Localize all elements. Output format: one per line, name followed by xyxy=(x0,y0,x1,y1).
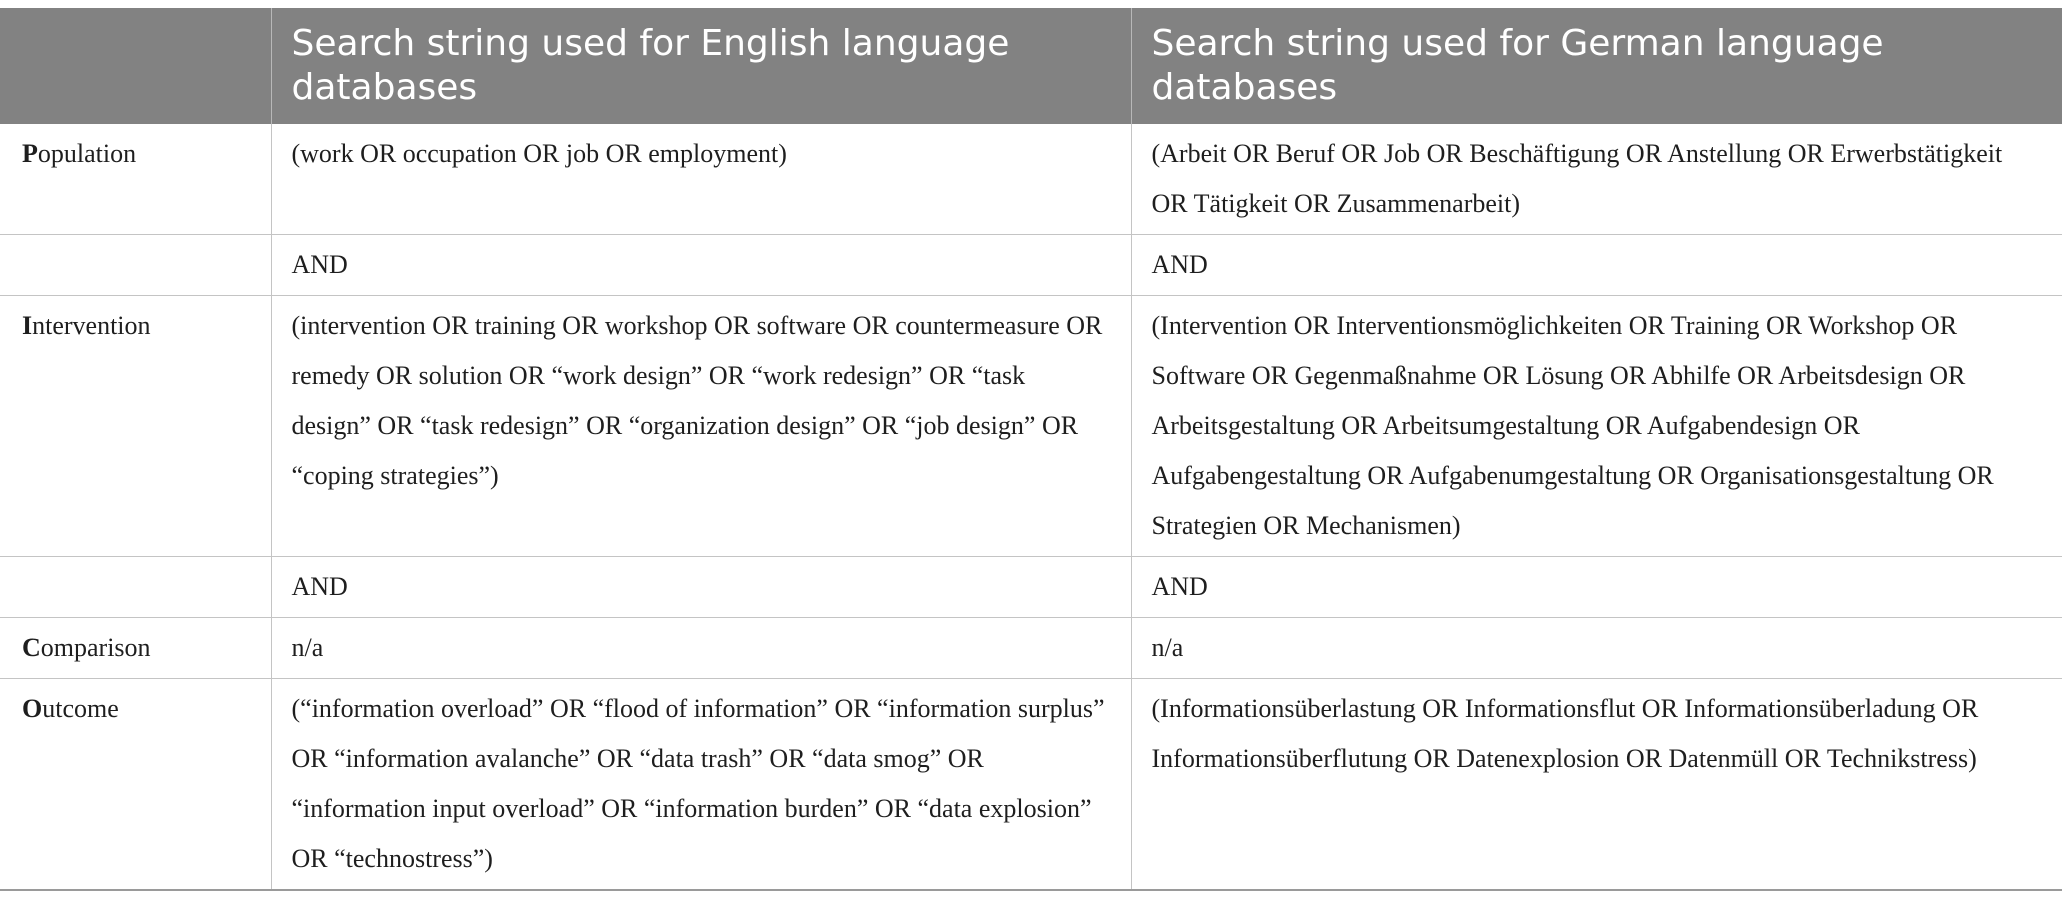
english-search-string: AND xyxy=(271,235,1131,296)
german-search-string: AND xyxy=(1131,235,2062,296)
header-cell-english: Search string used for English language databases xyxy=(271,8,1131,124)
table-body xyxy=(0,124,2062,890)
header-cell-german: Search string used for German language databases xyxy=(1131,8,2062,124)
german-search-string: (Informationsüberlastung OR Informationsflut OR Informationsüberladung OR Informationsüberflutung OR Datenexplosion OR Datenmüll OR Technikstress) xyxy=(1131,679,2062,891)
table-row-and xyxy=(0,557,2062,618)
table-row-comparison xyxy=(0,618,2062,679)
row-label xyxy=(0,124,271,235)
german-search-string: n/a xyxy=(1131,618,2062,679)
english-search-string: (work OR occupation OR job OR employment) xyxy=(271,124,1131,235)
row-label-initial: O xyxy=(22,694,43,723)
german-search-string: (Arbeit OR Beruf OR Job OR Beschäftigung OR Anstellung OR Erwerbstätigkeit OR Tätigkeit OR Zusammenarbeit) xyxy=(1131,124,2062,235)
row-label-rest: opulation xyxy=(37,139,137,168)
row-label-rest: utcome xyxy=(42,694,119,723)
header-cell-empty xyxy=(0,8,271,124)
row-label xyxy=(0,296,271,557)
row-label xyxy=(0,618,271,679)
english-search-string: AND xyxy=(271,557,1131,618)
search-strings-table xyxy=(0,8,2062,891)
row-label-rest: omparison xyxy=(40,633,151,662)
table-row-outcome xyxy=(0,679,2062,891)
english-search-string: n/a xyxy=(271,618,1131,679)
row-label-initial: C xyxy=(22,633,41,662)
row-label xyxy=(0,679,271,891)
table-row-and xyxy=(0,235,2062,296)
row-label-initial: I xyxy=(22,311,33,340)
german-search-string: AND xyxy=(1131,557,2062,618)
search-strings-table-container xyxy=(0,8,2062,891)
row-label-initial: P xyxy=(22,139,38,168)
english-search-string: (“information overload” OR “flood of information” OR “information surplus” OR “information avalanche” OR “data trash” OR “data smog” OR “information input overload” OR “information burden” OR “data explosion” OR “technostress”) xyxy=(271,679,1131,891)
header-row xyxy=(0,8,2062,124)
english-search-string: (intervention OR training OR workshop OR software OR countermeasure OR remedy OR solution OR “work design” OR “work redesign” OR “task design” OR “task redesign” OR “organization design” OR “job design” OR “coping strategies”) xyxy=(271,296,1131,557)
german-search-string: (Intervention OR Interventionsmöglichkeiten OR Training OR Workshop OR Software OR Gegenmaßnahme OR Lösung OR Abhilfe OR Arbeitsdesign OR Arbeitsgestaltung OR Arbeitsumgestaltung OR Aufgabendesign OR Aufgabengestaltung OR Aufgabenumgestaltung OR Organisationsgestaltung OR Strategien OR Mechanismen) xyxy=(1131,296,2062,557)
table-row-intervention xyxy=(0,296,2062,557)
row-label xyxy=(0,235,271,296)
row-label-rest: ntervention xyxy=(32,311,151,340)
row-label xyxy=(0,557,271,618)
table-header xyxy=(0,8,2062,124)
table-row-population xyxy=(0,124,2062,235)
